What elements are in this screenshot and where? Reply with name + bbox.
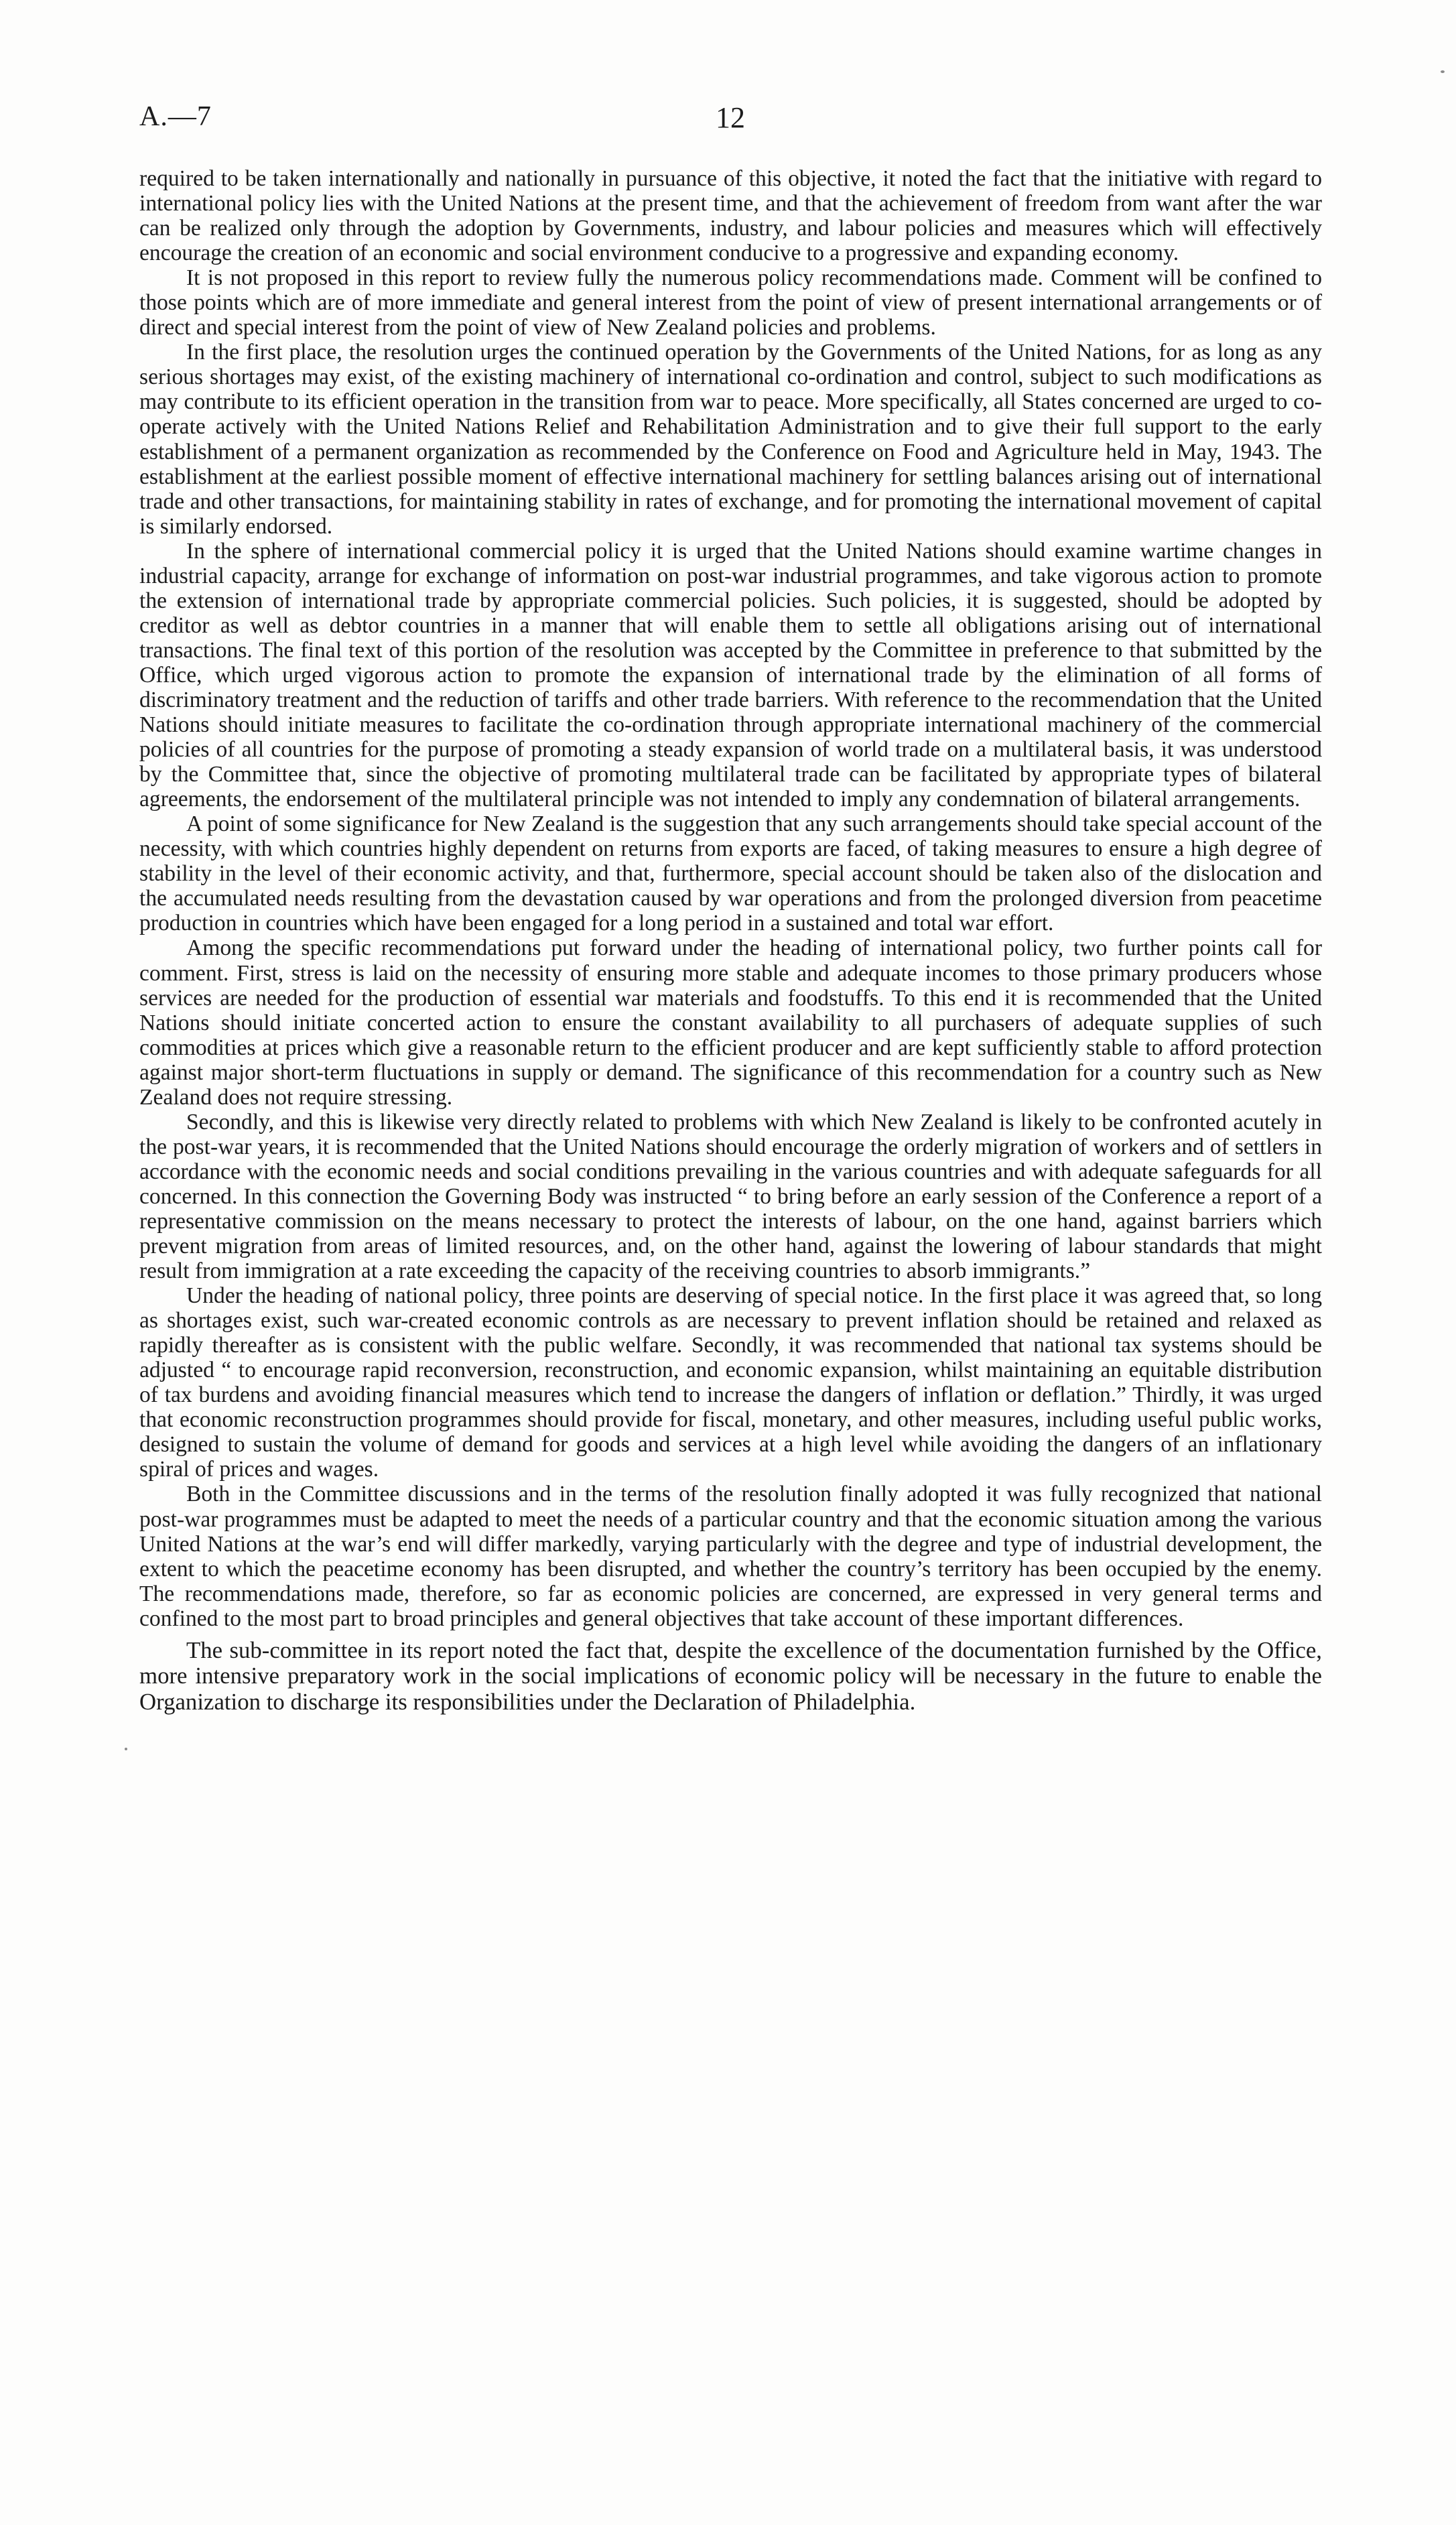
paragraph-continued: required to be taken internationally and nationally in pursuance of this objective, it noted the fact that the initiative with regard to international policy lies with the United Nations at the present time, and that the achievement of freedom from want after the war can be realized only through the adoption by Governments, industry, and labour policies and measures which will effectively encourage the creation of an economic and social environment conducive to a progressive and expanding economy. [139,166,1322,266]
paragraph-new-zealand-significance: A point of some significance for New Zealand is the suggestion that any such arrangements should take special account of the necessity, with which countries highly dependent on returns from exports are faced, of taking measures to ensure a high degree of stability in the level of their economic activity, and that, furthermore, special account should be taken also of the dislocation and the accumulated needs resulting from the devastation caused by war operations and from the prolonged diversion from peacetime production in countries which have been engaged for a long period in a sustained and total war effort. [139,812,1322,936]
scan-speck [1441,70,1445,73]
page-header [139,101,1319,141]
paragraph-national-policy: Under the heading of national policy, three points are deserving of special notice. In the first place it was agreed that, so long as shortages exist, such war-created economic controls as are necessary to prevent inflation should be retained and relaxed as rapidly thereafter as is consistent with the public welfare. Secondly, it was recommended that national tax systems should be adjusted “ to encourage rapid reconversion, reconstruction, and economic expansion, whilst maintaining an equitable distribution of tax burdens and avoiding financial measures which tend to increase the dangers of inflation or deflation.” Thirdly, it was urged that economic reconstruction programmes should provide for fiscal, monetary, and other measures, including useful public works, designed to sustain the volume of demand for goods and services at a high level while avoiding the dangers of an inflationary spiral of prices and wages. [139,1283,1322,1482]
paragraph-sub-committee: The sub-committee in its report noted the fact that, despite the excellence of the documentation furnished by the Office, more intensive preparatory work in the social implications of economic policy will be necessary in the future to enable the Organization to discharge its responsibilities under the Declaration of Philadelphia. [139,1636,1322,1715]
paragraph-international-machinery: In the first place, the resolution urges the continued operation by the Governments of the United Nations, for as long as any serious shortages may exist, of the existing machinery of international co-ordination and control, subject to such modifications as may contribute to its efficient operation in the transition from war to peace. More specifically, all States concerned are urged to co-operate actively with the United Nations Relief and Rehabilitation Administration and to give their full support to the early establishment of a permanent organization as recommended by the Conference on Food and Agriculture held in May, 1943. The establishment at the earliest possible moment of effective international machinery for settling balances arising out of international trade and other transactions, for maintaining stability in rates of exchange, and for promoting the international movement of capital is similarly endorsed. [139,340,1322,539]
paragraph-commercial-policy: In the sphere of international commercial policy it is urged that the United Nations should examine wartime changes in industrial capacity, arrange for exchange of information on post-war industrial programmes, and take vigorous action to promote the extension of international trade by appropriate commercial policies. Such policies, it is suggested, should be adopted by creditor as well as debtor countries in a manner that will enable them to settle all obligations arising out of international transactions. The final text of this portion of the resolution was accepted by the Committee in preference to that submitted by the Office, which urged vigorous action to promote the expansion of international trade by the elimination of all forms of discriminatory treatment and the reduction of tariffs and other trade barriers. With reference to the recommendation that the United Nations should initiate measures to facilitate the co-ordination through appropriate international machinery of the commercial policies of all countries for the purpose of promoting a steady expansion of world trade on a multilateral basis, it was understood by the Committee that, since the objective of promoting multilateral trade can be facilitated by appropriate types of bilateral agreements, the endorsement of the multilateral principle was not intended to imply any condemnation of bilateral arrangements. [139,538,1322,812]
paragraph-migration: Secondly, and this is likewise very directly related to problems with which New Zealand is likely to be confronted acutely in the post-war years, it is recommended that the United Nations should encourage the orderly migration of workers and of settlers in accordance with the economic needs and social conditions prevailing in the various countries and with adequate safeguards for all concerned. In this connection the Governing Body was instructed “ to bring before an early session of the Conference a report of a representative commission on the means necessary to protect the interests of labour, on the one hand, against barriers which prevent migration from areas of limited resources, and, on the other hand, against the lowering of labour standards that might result from immigration at a rate exceeding the capacity of the receiving countries to absorb immigrants.” [139,1109,1322,1284]
page-number: 12 [716,101,745,134]
paragraph-post-war-programmes: Both in the Committee discussions and in the terms of the resolution finally adopted it was fully recognized that national post-war programmes must be adapted to meet the needs of a particular country and that the economic situation among the various United Nations at the war’s end will differ markedly, varying particularly with the degree and type of industrial development, the extent to which the peacetime economy has been disrupted, and whether the country’s territory has been occupied by the enemy. The recommendations made, therefore, so far as economic policies are concerned, are expressed in very general terms and confined to the most part to broad principles and general objectives that take account of these important differences. [139,1482,1322,1631]
paragraph-primary-producers: Among the specific recommendations put forward under the heading of international policy, two further points call for comment. First, stress is laid on the necessity of ensuring more stable and adequate incomes to those primary producers whose services are needed for the production of essential war materials and foodstuffs. To this end it is recommended that the United Nations should initiate concerted action to ensure the constant availability to all purchasers of adequate supplies of such commodities at prices which give a reasonable return to the efficient producer and are kept sufficiently stable to afford protection against major short-term fluctuations in supply or demand. The significance of this recommendation for a country such as New Zealand does not require stressing. [139,935,1322,1110]
paragraph-scope: It is not proposed in this report to review fully the numerous policy recommendations made. Comment will be confined to those points which are of more immediate and general interest from the point of view of present international arrangements or of direct and special interest from the point of view of New Zealand policies and problems. [139,265,1322,340]
body-text [139,166,1322,1715]
scan-speck [125,1748,127,1750]
document-reference: A.—7 [139,101,212,132]
